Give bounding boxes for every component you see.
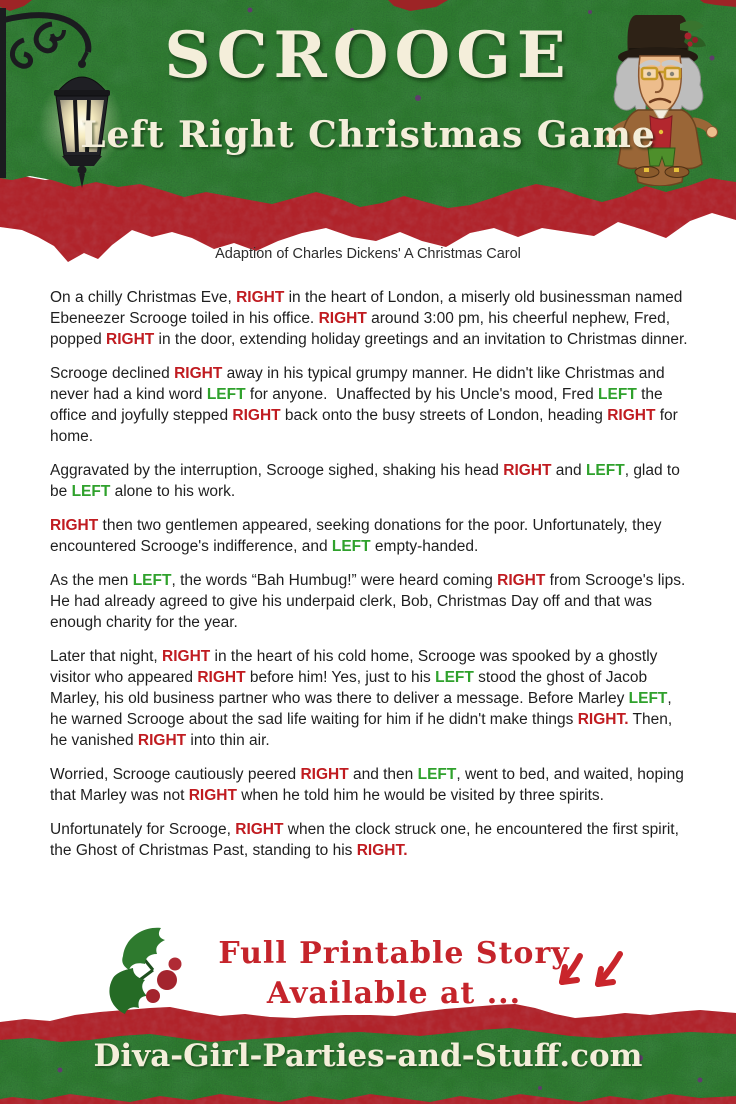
direction-word-right: RIGHT. [577, 711, 629, 728]
story-text: in the heart of his cold home, Scrooge was spooked by a ghostly visitor who appeared [50, 648, 658, 686]
direction-word-right: RIGHT [607, 407, 656, 424]
direction-word-left: LEFT [598, 386, 637, 403]
story-text: before him! Yes, just to his [245, 669, 436, 686]
direction-word-right: RIGHT [236, 289, 285, 306]
story-text: , went to bed, and waited, hoping that Marley was not [50, 766, 684, 804]
story-text: Then, he vanished [50, 711, 673, 749]
story-text: when the clock struck one, he encountered the first spirit, the Ghost of Christmas Past, standing to his [50, 821, 679, 859]
story [50, 287, 692, 874]
story-text: Scrooge declined [50, 365, 175, 382]
direction-word-right: RIGHT [162, 648, 211, 665]
story-text: away in his typical grumpy manner. He didn't like Christmas and never had a kind word [50, 365, 665, 403]
direction-word-right: RIGHT [235, 821, 284, 838]
story-text: Aggravated by the interruption, Scrooge sighed, shaking his head [50, 462, 504, 479]
story-text: the office and joyfully stepped [50, 386, 663, 424]
story-text: stood the ghost of Jacob Marley, his old business partner who was there to deliver a message. Before Marley [50, 669, 648, 707]
story-paragraph [50, 570, 692, 633]
story-text: into thin air. [186, 732, 270, 749]
direction-word-left: LEFT [132, 572, 172, 589]
story-text: in the door, extending holiday greetings and an invitation to Christmas dinner. [154, 331, 688, 348]
story-paragraph [50, 363, 692, 447]
promo [218, 934, 569, 1014]
story-text: Later that night, [50, 648, 163, 665]
story-paragraph [50, 764, 692, 806]
page-title: SCROOGE [164, 18, 572, 93]
direction-word-right: RIGHT [188, 787, 237, 804]
story-text: alone to his work. [110, 483, 236, 500]
story-text: , the words “Bah Humbug!” were heard coming [171, 572, 498, 589]
website-url: Diva-Girl-Parties-and-Stuff.com [93, 1038, 643, 1074]
direction-word-right: RIGHT [197, 669, 246, 686]
direction-word-right: RIGHT [174, 365, 223, 382]
story-paragraph [50, 460, 692, 502]
story-text: Worried, Scrooge cautiously peered [50, 766, 301, 783]
story-text: , glad to be [50, 462, 680, 500]
story-text: , he warned Scrooge about the sad life waiting for him if he didn't make things [50, 690, 672, 728]
story-text: for anyone. Unaffected by his Uncle's mood, Fred [245, 386, 599, 403]
direction-word-right: RIGHT [318, 310, 367, 327]
direction-word-left: LEFT [331, 538, 371, 555]
story-text: empty-handed. [370, 538, 479, 555]
story-text: and [551, 462, 586, 479]
story-text: back onto the busy streets of London, heading [280, 407, 608, 424]
story-text: Unfortunately for Scrooge, [50, 821, 236, 838]
direction-word-right: RIGHT [497, 572, 546, 589]
direction-word-right: RIGHT [106, 331, 155, 348]
direction-word-left: LEFT [585, 462, 625, 479]
story-text: and then [348, 766, 418, 783]
direction-word-right: RIGHT. [356, 842, 408, 859]
direction-word-right: RIGHT [50, 517, 99, 534]
holly-berries-icon [95, 918, 230, 1023]
page-subtitle: Left Right Christmas Game [80, 114, 656, 156]
direction-word-left: LEFT [435, 669, 474, 686]
story-text: On a chilly Christmas Eve, [50, 289, 237, 306]
direction-word-right: RIGHT [137, 732, 187, 749]
down-left-arrows-icon [546, 950, 636, 1005]
story-paragraph [50, 287, 692, 350]
direction-word-left: LEFT [417, 766, 457, 783]
promo-line-1: Full Printable Story [218, 936, 570, 971]
story-text: from Scrooge's lips. He had already agreed to give his underpaid clerk, Bob, Christmas Day off and that was enough charity for the year. [50, 572, 686, 631]
direction-word-left: LEFT [206, 386, 246, 403]
story-text: As the men [50, 572, 133, 589]
story-text: when he told him he would be visited by three spirits. [236, 787, 604, 804]
direction-word-right: RIGHT [232, 407, 281, 424]
story-text: for home. [50, 407, 678, 445]
direction-word-right: RIGHT [503, 462, 552, 479]
story-text: around 3:00 pm, his cheerful nephew, Fred, popped [50, 310, 671, 348]
tagline: Adaption of Charles Dickens' A Christmas Carol [215, 246, 521, 262]
story-paragraph [50, 515, 692, 557]
direction-word-left: LEFT [71, 483, 111, 500]
story-paragraph [50, 819, 692, 861]
direction-word-left: LEFT [628, 690, 668, 707]
direction-word-right: RIGHT [300, 766, 349, 783]
story-text: then two gentlemen appeared, seeking donations for the poor. Unfortunately, they encountered Scrooge's indifference, and [50, 517, 662, 555]
story-text: in the heart of London, a miserly old businessman named Ebeneezer Scrooge toiled in his office. [50, 289, 683, 327]
story-paragraph [50, 646, 692, 751]
promo-line-2: Available at ... [266, 976, 522, 1011]
